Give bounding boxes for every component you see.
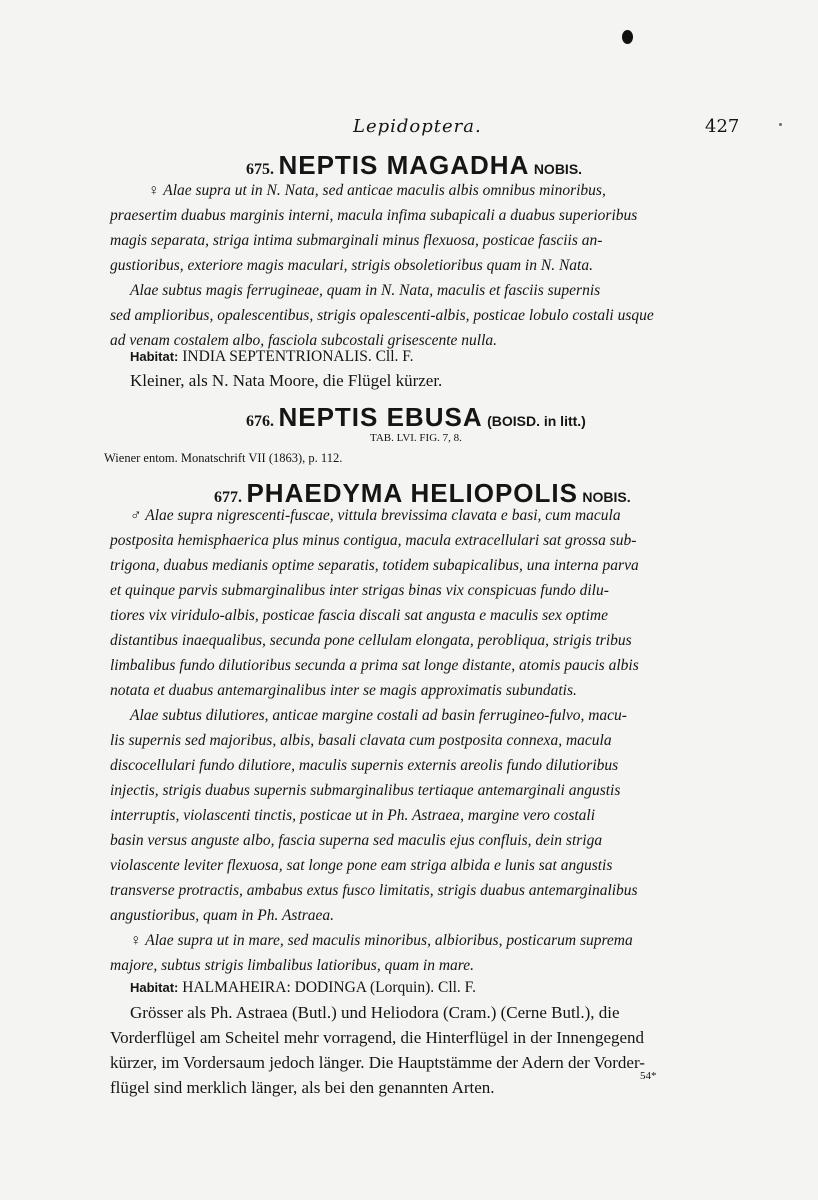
ink-spot xyxy=(622,30,633,44)
text-line: ♀ Alae supra ut in N. Nata, sed anticae maculis albis omnibus minoribus, xyxy=(148,182,606,199)
species-author: (BOISD. in litt.) xyxy=(487,413,586,429)
text-line: ad venam costalem albo, fasciola subcostali grisescente nulla. xyxy=(110,332,498,349)
text-line: praesertim duabus marginis interni, macula infima subapicali a duabus superioribus xyxy=(110,207,638,224)
species-name: NEPTIS MAGADHA xyxy=(278,150,530,180)
species-author: NOBIS. xyxy=(582,489,631,505)
text-line: lis supernis sed majoribus, albis, basali clavata cum postposita connexa, macula xyxy=(110,732,612,749)
species-name: PHAEDYMA HELIOPOLIS xyxy=(246,478,578,508)
text-line: interruptis, violascenti tinctis, posticae ut in Ph. Astraea, margine vero costali xyxy=(110,807,596,824)
text-line: tiores vix viridulo-albis, posticae fascia discali sat angusta e maculis sex optime xyxy=(110,607,608,624)
text-line: injectis, strigis duabus supernis submarginalibus tertiaque antemarginali angustis xyxy=(110,782,621,799)
text-line: basin versus anguste albo, fascia superna sed maculis ejus confluis, dein striga xyxy=(110,832,603,849)
remark-line: Grösser als Ph. Astraea (Butl.) und Heliodora (Cram.) (Cerne Butl.), die xyxy=(130,1003,620,1022)
text-line: majore, subtus strigis limbalibus latioribus, quam in mare. xyxy=(110,957,474,974)
text-line: sed amplioribus, opalescentibus, strigis opalescenti-albis, posticae lobulo costali usque xyxy=(110,307,654,324)
plate-reference: TAB. LVI. FIG. 7, 8. xyxy=(370,432,462,444)
habitat-text: HALMAHEIRA: DODINGA (Lorquin). Cll. F. xyxy=(182,979,476,996)
remark-line: kürzer, im Vordersaum jedoch länger. Die Hauptstämme der Adern der Vorder- xyxy=(110,1053,645,1072)
entry-number: 677. xyxy=(214,489,242,506)
entry-677-heading xyxy=(214,478,631,509)
text-line: limbalibus fundo dilutioribus secunda a prima sat longe distante, atomis paucis albis xyxy=(110,657,639,674)
habitat-label: Habitat: xyxy=(130,980,179,995)
remark-line: Vorderflügel am Scheitel mehr vorragend, die Hinterflügel in der Innengegend xyxy=(110,1028,645,1047)
species-name: NEPTIS EBUSA xyxy=(278,402,483,432)
remark-line: flügel sind merklich länger, als bei den genannten Arten. xyxy=(110,1078,495,1097)
text-line: angustioribus, quam in Ph. Astraea. xyxy=(110,907,335,924)
habitat-line xyxy=(130,979,476,997)
text-line: magis separata, striga intima submarginali minus flexuosa, posticae fasciis an- xyxy=(110,232,603,249)
habitat-line xyxy=(130,348,414,366)
text-line: Alae subtus dilutiores, anticae margine costali ad basin ferrugineo-fulvo, macu- xyxy=(130,707,627,724)
entry-675-heading xyxy=(246,150,582,181)
text-line: discocellulari fundo dilutiore, maculis supernis externis areolis fundo dilutioribus xyxy=(110,757,619,774)
entry-number: 676. xyxy=(246,413,274,430)
entry-number: 675. xyxy=(246,161,274,178)
text-line: Alae subtus magis ferrugineae, quam in N. Nata, maculis et fasciis supernis xyxy=(130,282,601,299)
text-line: transverse protractis, ambabus extus fusco limitatis, strigis duabus antemarginalibus xyxy=(110,882,638,899)
remark-line: Kleiner, als N. Nata Moore, die Flügel kürzer. xyxy=(130,371,443,390)
text-line: notata et duabus antemarginalibus inter se magis approximatis subundatis. xyxy=(110,682,577,699)
ink-speck xyxy=(779,123,782,126)
page-number: 427 xyxy=(705,116,740,137)
text-line: violascente leviter flexuosa, sat longe pone eam striga albida e lunis sat angustis xyxy=(110,857,613,874)
text-line: ♀ Alae supra ut in mare, sed maculis minoribus, albioribus, posticarum suprema xyxy=(130,932,633,949)
text-line: distantibus inaequalibus, secunda pone cellulam elongata, perobliqua, strigis tribus xyxy=(110,632,632,649)
text-line: et quinque parvis submarginalibus inter strigas binas vix conspicuas fundo dilu- xyxy=(110,582,609,599)
habitat-text: INDIA SEPTENTRIONALIS. Cll. F. xyxy=(182,348,414,365)
habitat-label: Habitat: xyxy=(130,349,179,364)
literature-reference: Wiener entom. Monatschrift VII (1863), p. 112. xyxy=(104,451,343,465)
running-title: Lepidoptera. xyxy=(353,116,482,137)
species-author: NOBIS. xyxy=(533,161,583,177)
text-line: gustioribus, exteriore magis maculari, strigis obsoletioribus quam in N. Nata. xyxy=(110,257,593,274)
text-line: trigona, duabus medianis optime separatis, totidem subapicalibus, una interna parva xyxy=(110,557,639,574)
entry-676-heading xyxy=(246,402,586,433)
signature-mark: 54* xyxy=(640,1070,657,1082)
text-line: postposita hemisphaerica plus minus contigua, macula extracellulari sat grossa sub- xyxy=(110,532,637,549)
text-line: ♂ Alae supra nigrescenti-fuscae, vittula brevissima clavata e basi, cum macula xyxy=(130,507,621,524)
